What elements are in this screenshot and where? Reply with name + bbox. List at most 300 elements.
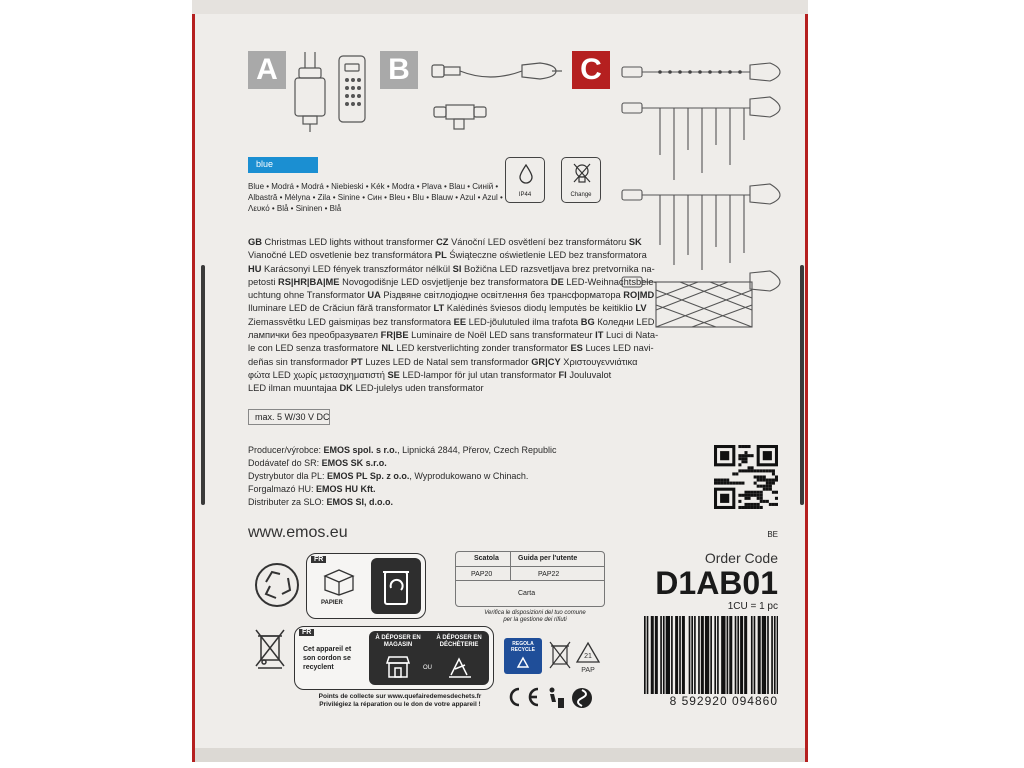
desc-segment: Karácsonyi LED fények transzformátor nélkül	[261, 263, 453, 274]
website: www.emos.eu	[248, 524, 348, 541]
barcode-bar	[759, 616, 761, 694]
desc-segment: DE	[550, 276, 564, 287]
color-names	[248, 181, 503, 214]
desc-line	[248, 263, 658, 276]
qr-module	[735, 472, 738, 475]
producer-line	[248, 444, 557, 457]
barcode-bar	[710, 616, 712, 694]
collection-info	[310, 693, 490, 709]
collection-info-line: Points de collecte sur www.quefairedemesdechets.fr	[318, 693, 482, 700]
box-icon	[321, 566, 357, 596]
barcode-bar	[694, 616, 696, 694]
desc-segment: φώτα LED χωρίς μετασχηματιστή	[248, 369, 388, 380]
barcode-bar	[652, 616, 654, 694]
qr-module	[775, 491, 778, 494]
qr-module	[766, 482, 769, 485]
desc-line	[248, 369, 658, 382]
qr-module	[738, 457, 741, 460]
desc-line	[248, 342, 658, 355]
desc-line	[248, 289, 658, 302]
packaging-header-box: Scatola	[474, 555, 499, 562]
desc-segment: LV	[635, 303, 647, 314]
qr-module	[744, 454, 747, 457]
triman-icon	[252, 560, 302, 610]
desc-segment: Świąteczne oświetlenie LED bez transformatora	[446, 250, 647, 261]
barcode-bar	[737, 616, 739, 694]
producer-segment: , Wyprodukowano w Chinach.	[409, 471, 529, 481]
desc-segment: лампички без преобразувател	[248, 330, 381, 341]
qr-module	[775, 479, 778, 482]
producer-segment: EMOS SI, d.o.o.	[326, 497, 394, 507]
barcode-bar	[644, 616, 646, 694]
qr-module	[760, 506, 763, 509]
desc-segment: Božična LED razsvetljava brez pretvornika na-	[461, 263, 655, 274]
order-code: D1AB01	[655, 565, 778, 601]
desc-segment: DK	[339, 383, 353, 394]
barcode-bar	[679, 616, 681, 694]
qr-module	[754, 494, 757, 497]
qr-module	[741, 457, 744, 460]
desc-segment: BG	[580, 316, 595, 327]
power-spec-box	[248, 409, 330, 425]
desc-segment: GB	[248, 237, 262, 247]
shop-drop-off: À DÉPOSER EN MAGASIN	[375, 635, 421, 648]
desc-segment: HU	[248, 263, 262, 274]
qr-module	[735, 482, 738, 485]
label-b: B	[380, 51, 418, 89]
barcode-bar	[724, 616, 726, 694]
barcode-bar	[702, 616, 704, 694]
desc-segment: Luminaire de Noël LED sans transformateur	[408, 330, 596, 341]
color-badge	[248, 157, 318, 173]
qr-module	[754, 506, 757, 509]
qr-module	[738, 500, 741, 503]
barcode-digits: 8 592920 094860	[669, 694, 778, 708]
packaging-note	[460, 610, 610, 624]
color-names-line: Λευκό • Blå • Sininen • Blå	[248, 204, 342, 213]
barcode-bar	[751, 616, 753, 694]
qr-module	[760, 479, 763, 482]
packaging-note-line: per la gestione dei rifiuti	[503, 617, 567, 623]
producer-line	[248, 457, 557, 470]
producer-line	[248, 470, 557, 483]
producer-segment: Forgalmazó HU:	[248, 484, 317, 494]
producer-segment: EMOS SK s.r.o.	[321, 458, 387, 468]
qr-module	[763, 475, 766, 478]
qr-module	[720, 482, 723, 485]
qr-module	[720, 451, 729, 460]
qr-module	[760, 485, 763, 488]
barcode-bar	[671, 616, 673, 694]
qr-module	[744, 460, 747, 463]
qr-module	[729, 482, 732, 485]
package-bottom-edge	[192, 748, 808, 762]
barcode-bar	[764, 616, 766, 694]
qr-module	[751, 454, 754, 457]
qr-module	[766, 469, 769, 472]
barcode-bar	[754, 616, 756, 694]
qr-module	[763, 488, 766, 491]
qr-module	[751, 503, 754, 506]
qr-module	[714, 482, 717, 485]
barcode-bar	[656, 616, 658, 694]
qr-module	[775, 497, 778, 500]
color-names-line: Blue • Modrá • Modrá • Niebieski • Kék • Modra • Plava • Blau • Синій •	[248, 182, 499, 191]
qr-module	[757, 485, 760, 488]
qr-module	[772, 479, 775, 482]
barcode-bar	[689, 616, 691, 694]
qr-module	[772, 472, 775, 475]
desc-segment: LED ilman muuntajaa	[248, 383, 340, 394]
barcode-bar	[777, 616, 778, 694]
desc-segment: LED-lampor för jul utan transformator	[399, 369, 559, 380]
waste-center-icon	[447, 655, 473, 679]
desc-segment: LED-jõulutuled ilma trafota	[466, 316, 581, 327]
qr-module	[772, 469, 775, 472]
desc-segment: LED kerstverlichting zonder transformator	[393, 343, 571, 354]
producer-segment: Producer/výrobce:	[248, 445, 324, 455]
qr-module	[763, 485, 766, 488]
desc-segment: LED-julelys uden transformator	[352, 383, 484, 394]
qr-module	[769, 503, 772, 506]
qr-module	[744, 457, 747, 460]
qr-module	[760, 500, 763, 503]
barcode-bar	[660, 616, 662, 694]
qr-module	[748, 506, 751, 509]
qr-module	[769, 469, 772, 472]
desc-segment: LT	[433, 303, 445, 314]
desc-segment: FR|BE	[380, 330, 409, 341]
tidyman-icon	[544, 686, 566, 710]
desc-segment: deñas sin transformador	[248, 356, 351, 367]
multilingual-description	[248, 236, 658, 396]
qr-module	[754, 503, 757, 506]
change-label: Change	[570, 192, 592, 198]
power-adapter-icon	[293, 48, 373, 134]
desc-line	[248, 249, 658, 262]
packaging-note-line: Verifica le disposizioni del tuo comune	[484, 610, 586, 616]
qr-module	[757, 469, 760, 472]
label-a: A	[248, 51, 286, 89]
qr-module	[748, 494, 751, 497]
qr-module	[717, 479, 720, 482]
producer-segment: EMOS PL Sp. z o.o.	[327, 471, 410, 481]
drop-off-tile	[369, 631, 489, 685]
qr-module	[732, 482, 735, 485]
change-badge	[561, 157, 601, 203]
packaging-code-guide: PAP22	[538, 571, 560, 578]
qr-module	[744, 503, 747, 506]
qr-module	[738, 482, 741, 485]
qr-module	[754, 475, 757, 478]
desc-segment: NL	[381, 343, 394, 354]
qr-module	[751, 506, 754, 509]
qr-module	[748, 454, 751, 457]
left-strap	[201, 265, 205, 505]
barcode-bar	[668, 616, 670, 694]
qr-module	[741, 494, 744, 497]
producer-segment: Dodávateľ do SR:	[248, 458, 322, 468]
shop-icon	[385, 655, 411, 679]
desc-line	[248, 382, 658, 395]
producer-line	[248, 496, 557, 509]
desc-segment: FI	[558, 369, 567, 380]
desc-segment: Χριστουγεννιάτικα	[560, 356, 638, 367]
barcode-bar	[708, 616, 710, 694]
producer-segment: EMOS HU Kft.	[316, 484, 376, 494]
qr-module	[766, 479, 769, 482]
packaging-header-guide: Guida per l'utente	[518, 555, 578, 562]
qr-module	[769, 488, 772, 491]
qr-module	[760, 494, 763, 497]
qr-module	[769, 479, 772, 482]
qr-module	[763, 500, 766, 503]
recycling-bin-icon	[381, 566, 411, 606]
barcode-bar	[698, 616, 700, 694]
qr-module	[744, 469, 747, 472]
qr-module	[738, 494, 741, 497]
packaging-table	[455, 551, 605, 607]
barcode-bar	[731, 616, 733, 694]
qr-module	[744, 494, 747, 497]
desc-segment: CZ	[436, 237, 449, 247]
qr-module	[748, 466, 751, 469]
qr-module	[766, 500, 769, 503]
packaging-material: Carta	[518, 590, 536, 597]
qr-module	[760, 469, 763, 472]
qr-module	[738, 445, 741, 448]
desc-segment: le con LED senza trasformatore	[248, 343, 382, 354]
desc-line	[248, 356, 658, 369]
qr-module	[751, 491, 754, 494]
desc-segment: Vánoční LED osvětlení bez transformátoru	[448, 237, 629, 247]
desc-segment: petosti	[248, 276, 278, 287]
qr-module	[723, 479, 726, 482]
qr-module	[738, 469, 741, 472]
pap-number: 21	[584, 653, 592, 660]
barcode-bar	[676, 616, 678, 694]
desc-segment: SK	[628, 237, 642, 247]
desc-segment: Коледни LED	[594, 316, 655, 327]
qr-module	[754, 482, 757, 485]
qr-module	[744, 491, 747, 494]
weee-bin-icon	[254, 628, 286, 670]
desc-segment: Різдвяне світлодіодне освітлення без трансформатора	[380, 290, 624, 301]
qr-module	[741, 506, 744, 509]
desc-segment: Kalėdinės šviesos diodų lemputės be keitiklio	[444, 303, 636, 314]
barcode-bar	[741, 616, 743, 694]
barcode-bar	[735, 616, 737, 694]
recycle-badge-line2: RECYCLE	[511, 647, 535, 653]
appliance-text: Cet appareil et son cordon se recyclent	[303, 646, 352, 671]
qr-module	[714, 479, 717, 482]
green-dot-icon	[570, 686, 594, 710]
desc-line	[248, 329, 658, 342]
qr-module	[757, 475, 760, 478]
producer-segment: Distributer za SLO:	[248, 497, 327, 507]
fr-tag: FR	[311, 556, 326, 563]
qr-module	[763, 479, 766, 482]
barcode	[644, 616, 778, 694]
desc-line	[248, 276, 658, 289]
barcode-bar	[691, 616, 693, 694]
desc-segment: SE	[387, 369, 400, 380]
desc-segment: LED-Weihnachtsbele-	[563, 276, 657, 287]
qr-module	[744, 451, 747, 454]
qr-module	[772, 503, 775, 506]
qr-module	[751, 466, 754, 469]
bulb-change-icon	[572, 162, 592, 186]
qr-module	[748, 503, 751, 506]
device-recycling-panel	[294, 626, 494, 690]
qr-code	[714, 445, 778, 509]
or-label: OU	[423, 665, 432, 671]
desc-segment: PT	[350, 356, 363, 367]
qr-module	[757, 503, 760, 506]
papier-label: PAPIER	[321, 600, 343, 606]
water-drop-icon	[518, 164, 534, 184]
power-spec: max. 5 W/30 V DC	[255, 412, 330, 422]
table-divider	[456, 580, 604, 581]
qr-module	[717, 482, 720, 485]
desc-segment: EE	[453, 316, 467, 327]
qr-module	[741, 454, 744, 457]
right-strap	[800, 265, 804, 505]
desc-segment: UA	[367, 290, 381, 301]
qr-module	[741, 445, 744, 448]
packaging-header-row	[456, 552, 604, 567]
qr-module	[748, 469, 751, 472]
qr-module	[754, 469, 757, 472]
desc-line	[248, 302, 658, 315]
sorting-info-panel	[306, 553, 426, 619]
qr-module	[760, 497, 763, 500]
qr-module	[751, 494, 754, 497]
qr-module	[775, 475, 778, 478]
qr-module	[754, 491, 757, 494]
producer-line	[248, 483, 557, 496]
barcode-bar	[767, 616, 769, 694]
qr-module	[748, 497, 751, 500]
extension-cable-icon	[430, 55, 565, 135]
desc-segment: Iluminare LED de Crăciun fără transformator	[248, 303, 434, 314]
qr-module	[757, 479, 760, 482]
qr-module	[741, 482, 744, 485]
desc-segment: uchtung ohne Transformator	[248, 290, 368, 301]
qr-module	[744, 497, 747, 500]
barcode-bar	[727, 616, 729, 694]
producer-segment: EMOS spol. s r.o.	[323, 445, 398, 455]
qr-module	[744, 445, 747, 448]
qr-module	[738, 454, 741, 457]
qr-module	[763, 469, 766, 472]
desc-segment: Vianočné LED osvetlenie bez transformátora	[248, 250, 435, 261]
qr-module	[738, 463, 741, 466]
producer-segment: Dystrybutor dla PL:	[248, 471, 328, 481]
qr-module	[741, 469, 744, 472]
qr-module	[726, 482, 729, 485]
qr-module	[738, 506, 741, 509]
qr-module	[775, 503, 778, 506]
qr-module	[766, 485, 769, 488]
color-badge-label: blue	[256, 159, 274, 169]
qr-module	[766, 488, 769, 491]
qr-module	[748, 491, 751, 494]
barcode-bar	[647, 616, 649, 694]
qr-module	[720, 494, 729, 503]
qr-module	[769, 482, 772, 485]
qr-module	[772, 491, 775, 494]
label-c: C	[572, 51, 610, 89]
qr-module	[763, 451, 772, 460]
producer-info	[248, 444, 557, 509]
qr-module	[760, 491, 763, 494]
fr-tag: FR	[299, 629, 314, 636]
pap-label: PAP	[581, 667, 595, 674]
qr-module	[720, 479, 723, 482]
desc-segment: IT	[595, 330, 604, 341]
barcode-bar	[717, 616, 719, 694]
desc-segment: Luces LED navi-	[582, 343, 654, 354]
dechetterie-drop-off: À DÉPOSER EN DÉCHÈTERIE	[436, 635, 482, 648]
qr-module	[757, 491, 760, 494]
qr-module	[748, 445, 751, 448]
package-top-flap	[192, 0, 808, 14]
qr-module	[741, 460, 744, 463]
recycle-arrows-icon	[515, 655, 531, 671]
recycle-badge	[504, 638, 542, 674]
desc-segment: ES	[570, 343, 583, 354]
collection-info-line: Privilégiez la réparation ou le don de votre appareil !	[319, 701, 481, 708]
ip44-badge	[505, 157, 545, 203]
qr-module	[744, 506, 747, 509]
barcode-bar	[774, 616, 776, 694]
order-code-label: Order Code	[704, 550, 778, 566]
desc-segment: Luci di Nata-	[603, 330, 659, 341]
barcode-bar	[663, 616, 665, 694]
desc-segment: GR|CY	[531, 356, 561, 367]
qr-module	[732, 472, 735, 475]
desc-segment: PL	[434, 250, 447, 261]
recycle-badge-line1: REGOLA	[512, 641, 534, 647]
desc-segment: Jouluvalot	[566, 369, 612, 380]
desc-line	[248, 316, 658, 329]
color-names-line: Albastră • Mėlyna • Zila • Sinine • Син • Bleu • Blu • Blauw • Azul • Azul •	[248, 193, 503, 202]
desc-segment: Novogodišnje LED osvjetljenje bez transformatora	[339, 276, 551, 287]
qr-module	[723, 482, 726, 485]
quantity-info: 1CU = 1 pc	[727, 601, 778, 612]
desc-segment: Ziemassvētku LED gaismiņas bez transformatora	[248, 316, 454, 327]
qr-module	[757, 497, 760, 500]
desc-line	[248, 236, 658, 249]
ce-mark-icon	[502, 686, 542, 708]
qr-module	[751, 469, 754, 472]
small-weee-icon	[548, 640, 572, 672]
ip44-label: IP44	[518, 192, 532, 198]
producer-segment: , Lipnická 2844, Přerov, Czech Republic	[397, 445, 557, 455]
barcode-bar	[746, 616, 748, 694]
table-divider	[510, 552, 511, 580]
barcode-bar	[714, 616, 716, 694]
qr-module	[757, 506, 760, 509]
bin-tile	[371, 558, 421, 614]
qr-module	[760, 475, 763, 478]
desc-segment: SI	[452, 263, 462, 274]
qr-module	[769, 485, 772, 488]
desc-segment: RO|MD	[623, 290, 655, 301]
desc-segment: Luzes LED de Natal sem transformador	[362, 356, 532, 367]
qr-module	[726, 479, 729, 482]
